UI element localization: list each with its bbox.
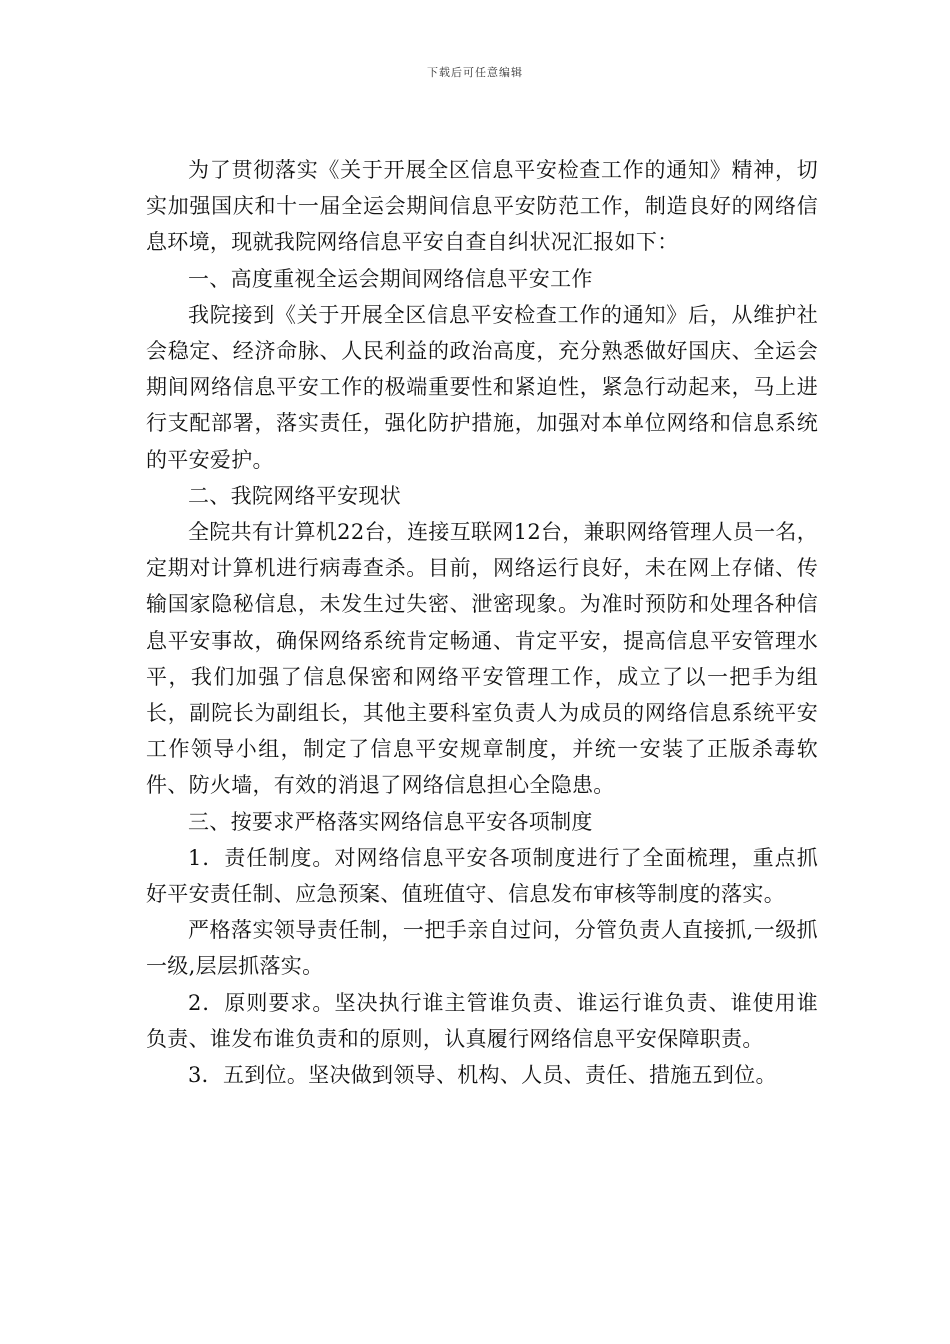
section-heading-2: 二、我院网络平安现状 xyxy=(188,483,401,508)
paragraph-section-1: 我院接到《关于开展全区信息平安检查工作的通知》后，从维护社会稳定、经济命脉、人民利益的政治高度，充分熟悉做好国庆、全运会期间网络信息平安工作的极端重要性和紧迫性，紧急行动起来，马上进行支配部署，落实责任，强化防护措施，加强对本单位网络和信息系统的平安爱护。 xyxy=(146,302,818,472)
paragraph-intro: 为了贯彻落实《关于开展全区信息平安检查工作的通知》精神，切实加强国庆和十一届全运会期间信息平安防范工作，制造良好的网络信息环境，现就我院网络信息平安自查自纠状况汇报如下： xyxy=(146,158,818,255)
paragraph-item-1: 1．责任制度。对网络信息平安各项制度进行了全面梳理，重点抓好平安责任制、应急预案、值班值守、信息发布审核等制度的落实。 xyxy=(146,845,818,907)
paragraph-item-1-detail: 严格落实领导责任制，一把手亲自过问，分管负责人直接抓,一级抓一级,层层抓落实。 xyxy=(146,918,818,979)
section-heading-3: 三、按要求严格落实网络信息平安各项制度 xyxy=(188,809,593,834)
paragraph-section-2: 全院共有计算机22台，连接互联网12台，兼职网络管理人员一名，定期对计算机进行病毒查杀。目前，网络运行良好，未在网上存储、传输国家隐秘信息，未发生过失密、泄密现象。为准时预防和处理各种信息平安事故，确保网络系统肯定畅通、肯定平安，提高信息平安管理水平，我们加强了信息保密和网络平安管理工作，成立了以一把手为组长，副院长为副组长，其他主要科室负责人为成员的网络信息系统平安工作领导小组，制定了信息平安规章制度，并统一安装了正版杀毒软件、防火墙，有效的消退了网络信息担心全隐患。 xyxy=(146,520,818,798)
paragraph-item-3: 3．五到位。坚决做到领导、机构、人员、责任、措施五到位。 xyxy=(188,1063,777,1088)
paragraph-item-2: 2．原则要求。坚决执行谁主管谁负责、谁运行谁负责、谁使用谁负责、谁发布谁负责和的原则，认真履行网络信息平安保障职责。 xyxy=(146,990,818,1051)
page-header: 下载后可任意编辑 xyxy=(427,66,523,79)
document-body xyxy=(146,152,818,1093)
section-heading-1: 一、高度重视全运会期间网络信息平安工作 xyxy=(188,266,593,291)
